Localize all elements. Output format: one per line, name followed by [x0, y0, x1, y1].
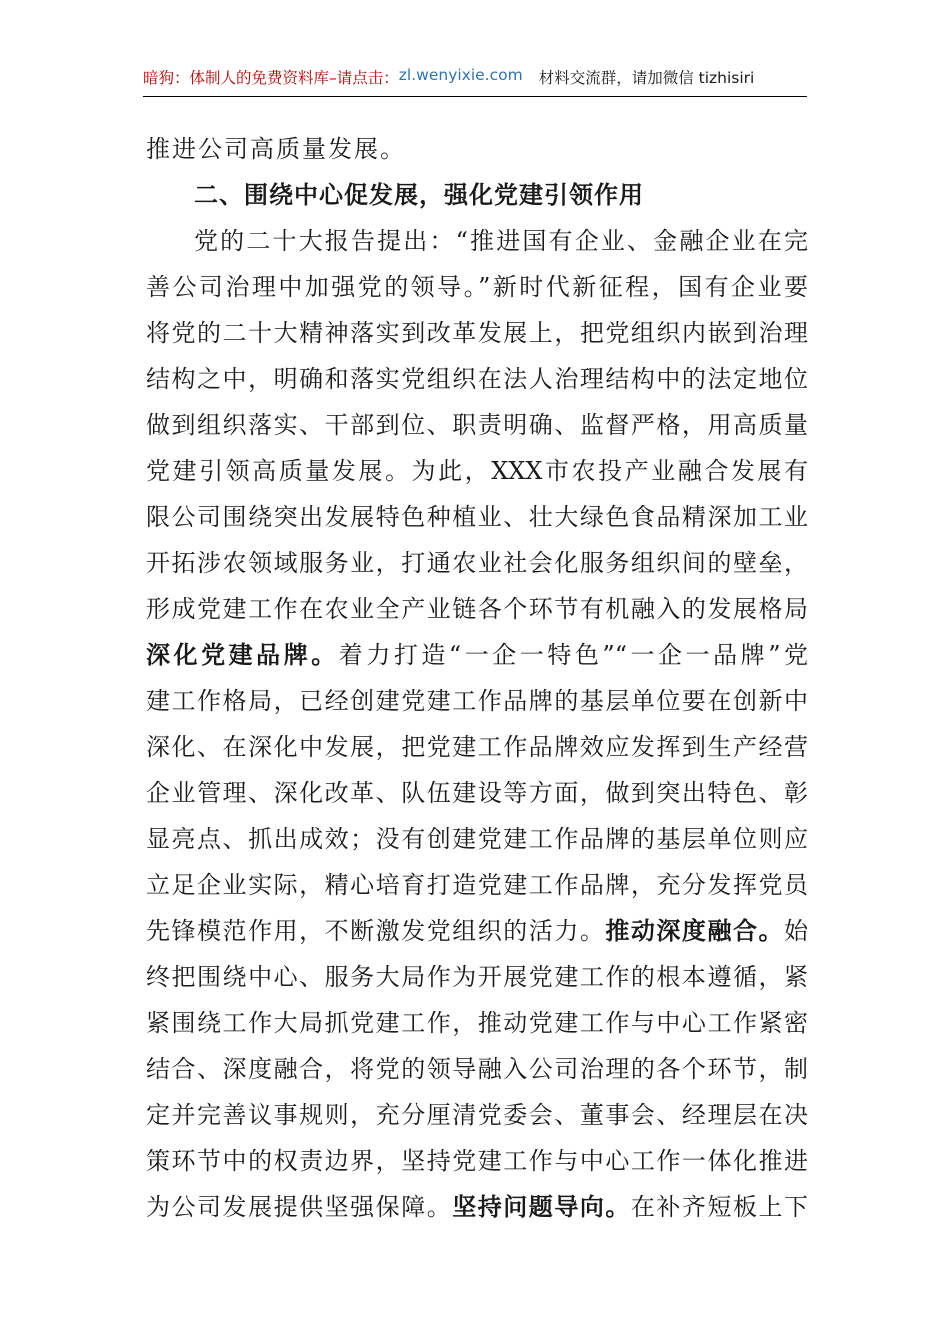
text-run: 为公司发展提供坚强保障。	[146, 1193, 453, 1221]
text-line: 善公司治理中加强党的领导。”新时代新征程，国有企业要	[146, 273, 808, 301]
text-line: 开拓涉农领域服务业，打通农业社会化服务组织间的壁垒，	[146, 549, 808, 577]
text-line: 紧围绕工作大局抓党建工作，推动党建工作与中心工作紧密	[146, 1009, 808, 1037]
text-run: 在补齐短板上下	[630, 1193, 808, 1221]
text-line	[146, 632, 808, 678]
section-heading: 二、围绕中心促发展，强化党建引领作用	[194, 181, 644, 209]
header-site-name: 暗狗：体制人的免费资料库	[143, 69, 330, 87]
text-line: 形成党建工作在农业全产业链各个环节有机融入的发展格局	[146, 595, 808, 623]
header-click-prompt: –请点击：	[329, 69, 399, 87]
text-line: 深化、在深化中发展，把党建工作品牌效应发挥到生产经营	[146, 733, 808, 761]
text-line: 推进公司高质量发展。	[146, 135, 406, 163]
inline-bold-heading: 深化党建品牌。	[146, 641, 339, 669]
page-header	[143, 66, 807, 97]
text-line: 限公司围绕突出发展特色种植业、壮大绿色食品精深加工业	[146, 503, 808, 531]
inline-bold-heading: 坚持问题导向。	[452, 1193, 631, 1221]
text-line: 结构之中，明确和落实党组织在法人治理结构中的法定地位	[146, 365, 808, 393]
text-line: 终把围绕中心、服务大局作为开展党建工作的根本遵循，紧	[146, 963, 808, 991]
text-line: 党建引领高质量发展。为此，XXX市农投产业融合发展有	[146, 457, 808, 485]
document-body	[146, 126, 808, 1230]
inline-bold-heading: 推动深度融合。	[605, 917, 784, 945]
text-run: 始	[784, 917, 808, 945]
text-line: 党的二十大报告提出：“推进国有企业、金融企业在完	[194, 227, 808, 255]
header-url-link[interactable]: zl.wenyixie.com	[398, 66, 523, 84]
text-run: 着力打造“一企一特色”“一企一品牌”党	[338, 641, 808, 669]
text-line: 定并完善议事规则，充分厘清党委会、董事会、经理层在决	[146, 1101, 808, 1129]
text-line: 将党的二十大精神落实到改革发展上，把党组织内嵌到治理	[146, 319, 808, 347]
text-line: 策环节中的权责边界，坚持党建工作与中心工作一体化推进	[146, 1147, 808, 1175]
header-wechat-note: 材料交流群，请加微信 tizhisiri	[538, 69, 755, 87]
text-line: 立足企业实际，精心培育打造党建工作品牌，充分发挥党员	[146, 871, 808, 899]
text-line: 企业管理、深化改革、队伍建设等方面，做到突出特色、彰	[146, 779, 808, 807]
text-line: 建工作格局，已经创建党建工作品牌的基层单位要在创新中	[146, 687, 808, 715]
text-line	[146, 1184, 808, 1230]
text-line: 显亮点、抓出成效；没有创建党建工作品牌的基层单位则应	[146, 825, 808, 853]
text-line: 做到组织落实、干部到位、职责明确、监督严格，用高质量	[146, 411, 808, 439]
text-line: 结合、深度融合，将党的领导融入公司治理的各个环节，制	[146, 1055, 808, 1083]
text-line	[146, 908, 808, 954]
text-run: 先锋模范作用，不断激发党组织的活力。	[146, 917, 606, 945]
